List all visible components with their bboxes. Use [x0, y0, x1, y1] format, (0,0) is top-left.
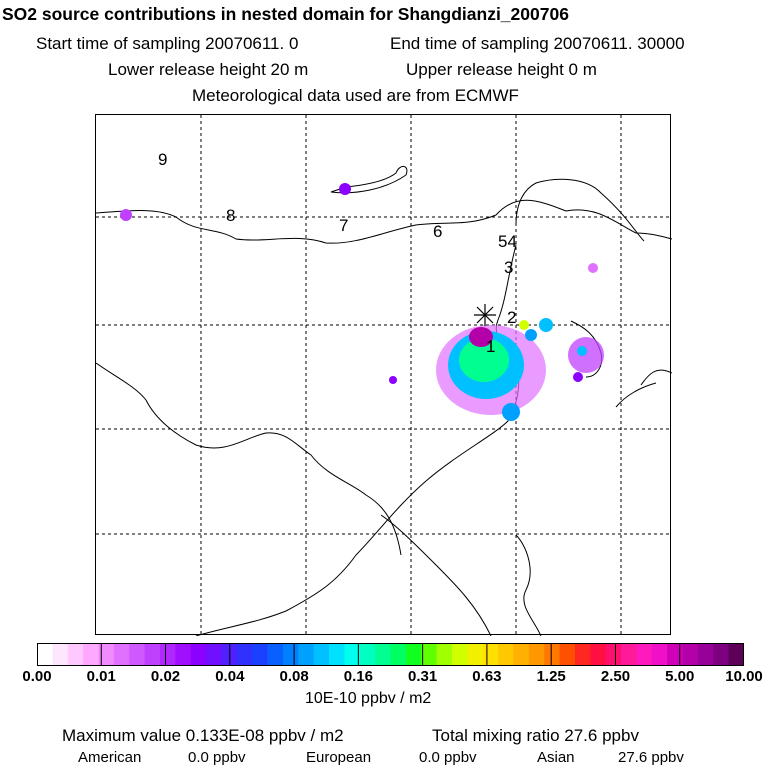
color-bar-swatch [498, 643, 514, 666]
color-bar-swatch [683, 643, 699, 666]
color-bar-swatch [713, 643, 729, 666]
color-bar-tick-label: 1.25 [536, 668, 566, 685]
color-bar-swatch [375, 643, 391, 666]
color-bar [37, 643, 744, 666]
meteorological-data-text: Meteorological data used are from ECMWF [192, 86, 519, 105]
color-bar-tick-label: 10.00 [725, 668, 763, 685]
color-bar-tick-label: 0.16 [343, 668, 373, 685]
trajectory-label: 1 [486, 337, 496, 356]
color-bar-swatch [145, 643, 161, 666]
color-bar-swatch [391, 643, 407, 666]
color-bar-swatch [437, 643, 453, 666]
region-european-value: 0.0 ppbv [419, 749, 477, 766]
color-bar-tick-label: 0.08 [279, 668, 309, 685]
color-bar-swatch [175, 643, 191, 666]
color-bar-swatch [606, 643, 622, 666]
color-bar-swatch [590, 643, 606, 666]
color-bar-swatch [467, 643, 483, 666]
color-bar-swatch [560, 643, 576, 666]
color-bar-swatch [421, 643, 437, 666]
map-panel [95, 114, 671, 635]
region-values [0, 749, 768, 769]
color-bar-swatch [621, 643, 637, 666]
color-bar-swatch [529, 643, 545, 666]
color-bar-tick-label: 0.02 [150, 668, 181, 685]
start-time-text: Start time of sampling 20070611. 0 [36, 34, 299, 53]
trajectory-label: 7 [339, 216, 349, 235]
upper-release-height-text: Upper release height 0 m [406, 60, 597, 79]
color-bar-tick-label: 0.63 [472, 668, 502, 685]
page-title: SO2 source contributions in nested domain for Shangdianzi_200706 [2, 4, 569, 24]
color-bar-swatch [360, 643, 376, 666]
color-bar-swatch [513, 643, 529, 666]
color-bar-swatch [452, 643, 468, 666]
end-time-text: End time of sampling 20070611. 30000 [390, 34, 685, 53]
total-mixing-ratio-text: Total mixing ratio 27.6 ppbv [432, 726, 639, 745]
color-bar-tick-label: 0.31 [408, 668, 438, 685]
region-asian-label: Asian [537, 749, 575, 766]
color-bar-swatch [314, 643, 330, 666]
region-american-label: American [78, 749, 142, 766]
color-bar-swatch [575, 643, 591, 666]
trajectory-label: 6 [433, 222, 443, 241]
lower-release-height-text: Lower release height 20 m [108, 60, 309, 79]
trajectory-label: 8 [226, 206, 236, 225]
color-bar-swatch [636, 643, 652, 666]
color-bar-swatch [698, 643, 714, 666]
so2-plume [120, 183, 604, 421]
color-bar-swatch [298, 643, 314, 666]
color-bar-swatch [160, 643, 176, 666]
color-bar-swatch [283, 643, 299, 666]
color-bar-tick-label: 0.04 [215, 668, 245, 685]
trajectory-label: 2 [507, 308, 517, 327]
color-bar-tick-label: 2.50 [600, 668, 631, 685]
trajectory-label: 54 [498, 232, 517, 251]
color-bar-swatch [191, 643, 207, 666]
trajectory-label: 3 [504, 258, 514, 277]
color-bar-swatch [406, 643, 422, 666]
color-bar-swatch [83, 643, 99, 666]
color-bar-swatch [544, 643, 560, 666]
color-bar-tick-label: 0.01 [86, 668, 116, 685]
color-bar-swatch [237, 643, 253, 666]
color-bar-tick-label: 0.00 [22, 668, 52, 685]
region-asian-value: 27.6 ppbv [618, 749, 684, 766]
color-bar-swatch [268, 643, 284, 666]
color-bar-swatch [652, 643, 668, 666]
color-bar-swatch [252, 643, 268, 666]
boundaries [96, 166, 672, 636]
color-bar-swatch [667, 643, 683, 666]
color-bar-swatch [114, 643, 130, 666]
color-bar-ticks [0, 668, 768, 688]
region-american-value: 0.0 ppbv [188, 749, 246, 766]
color-bar-swatch [37, 643, 53, 666]
color-bar-swatch [68, 643, 84, 666]
map-svg [96, 115, 672, 636]
region-european-label: European [306, 749, 372, 766]
color-bar-swatch [729, 643, 744, 666]
star-marker-icon [474, 304, 496, 326]
color-bar-swatch [329, 643, 345, 666]
color-bar-swatch [206, 643, 222, 666]
color-bar-swatch [52, 643, 68, 666]
color-bar-swatch [483, 643, 499, 666]
color-bar-swatch [129, 643, 145, 666]
trajectory-label: 9 [158, 150, 168, 169]
lat-lon-grid [96, 115, 672, 636]
color-bar-units: 10E-10 ppbv / m2 [305, 690, 432, 707]
maximum-value-text: Maximum value 0.133E-08 ppbv / m2 [62, 726, 344, 745]
color-bar-tick-label: 5.00 [665, 668, 695, 685]
